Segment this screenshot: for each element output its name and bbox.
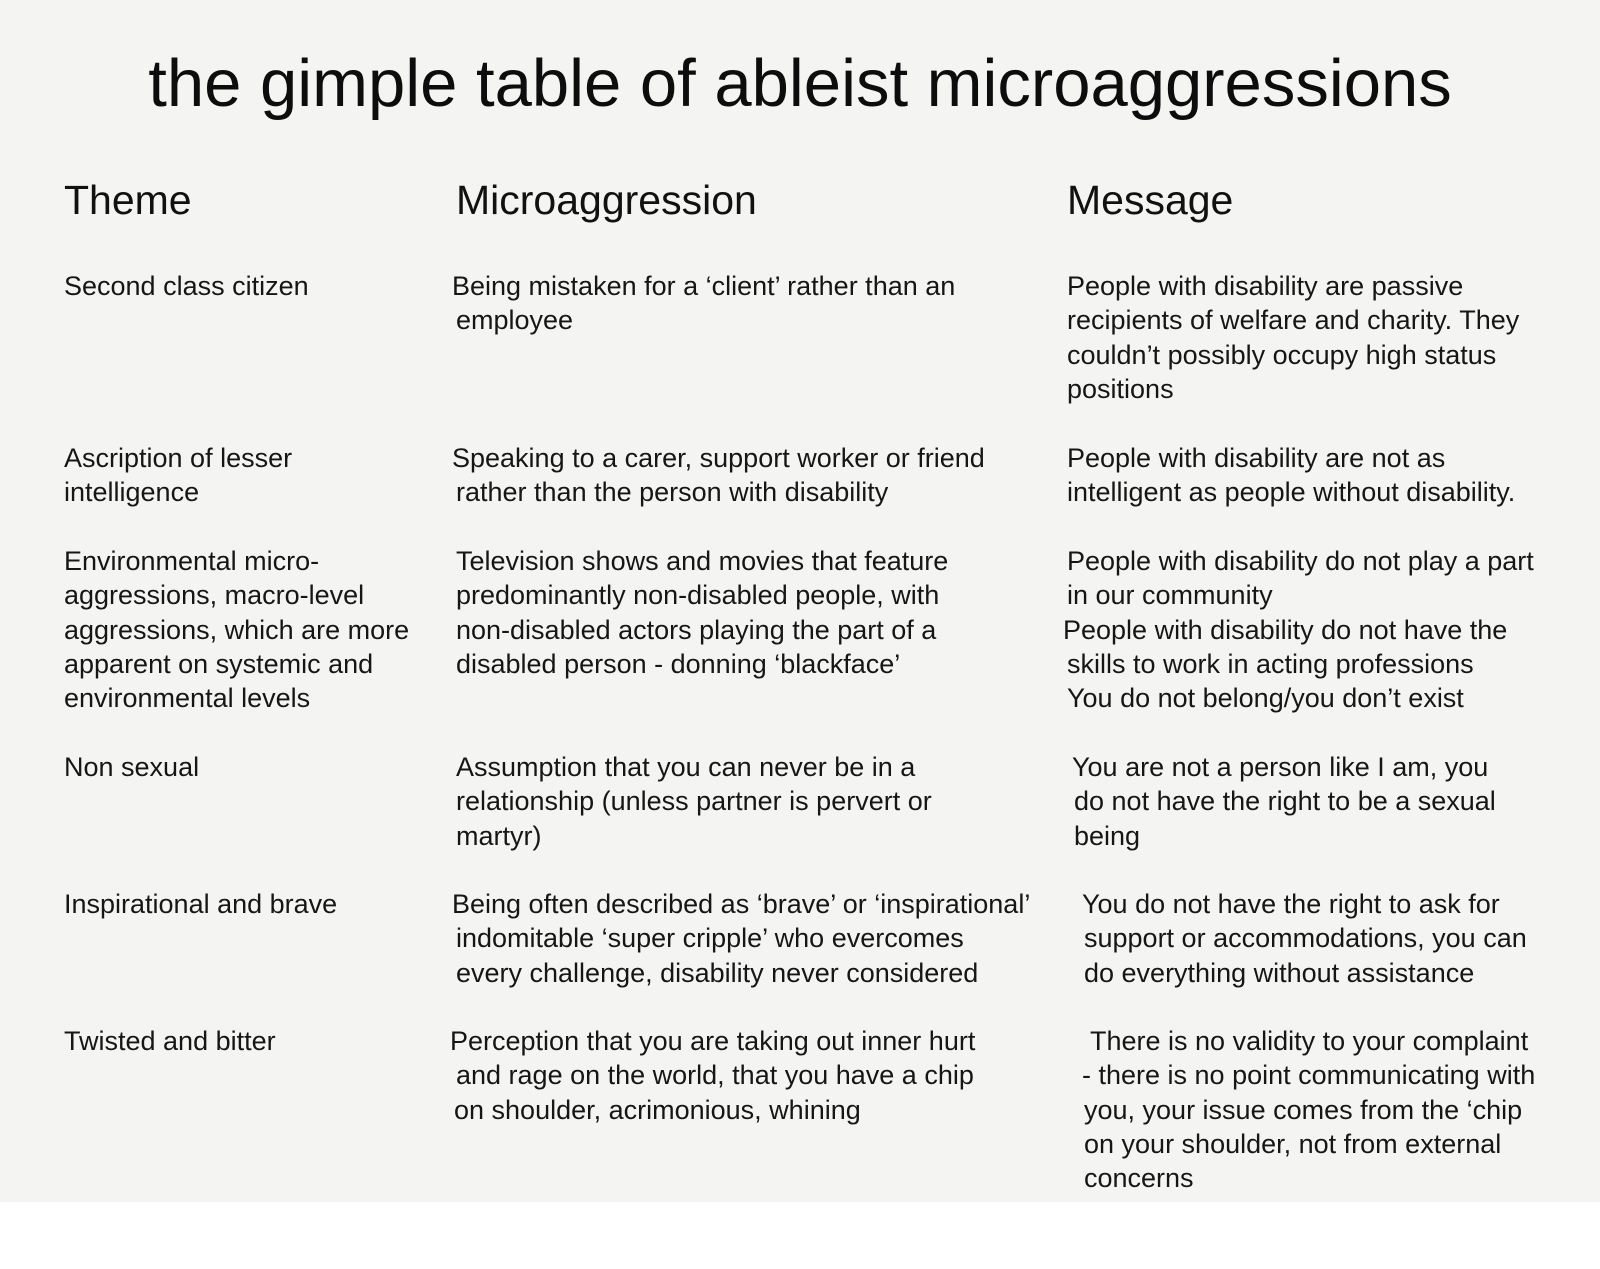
- row-6-message: [1067, 1024, 1535, 1195]
- row-4-microaggression-line: martyr): [456, 820, 542, 851]
- row-6-microaggression-line: Perception that you are taking out inner hurt: [450, 1026, 976, 1056]
- row-6-message-line: There is no validity to your complaint: [1090, 1026, 1529, 1056]
- row-1-message-line: positions: [1067, 373, 1174, 404]
- row-5-message-line: You do not have the right to ask for: [1082, 889, 1500, 919]
- row-2-microaggression-line: rather than the person with disability: [456, 477, 889, 508]
- page-title: the gimple table of ableist microaggressions: [148, 46, 1452, 121]
- row-5-microaggression-line: every challenge, disability never considered: [456, 957, 979, 988]
- row-1-microaggression: [452, 269, 956, 338]
- row-3-microaggression-line: non-disabled actors playing the part of a: [456, 614, 937, 645]
- row-6-message-line: you, your issue comes from the ‘chip: [1084, 1094, 1523, 1125]
- row-5-microaggression-line: Being often described as ‘brave’ or ‘inspirational’: [452, 889, 1031, 919]
- row-3-microaggression-line: Television shows and movies that feature: [456, 546, 949, 576]
- row-4-message: [1067, 750, 1496, 853]
- row-3-message-line: skills to work in acting professions: [1067, 648, 1474, 679]
- row-4-message-line: You are not a person like I am, you: [1072, 752, 1489, 782]
- row-5-message: [1067, 887, 1527, 990]
- row-5-message-line: support or accommodations, you can: [1084, 923, 1527, 954]
- row-6-microaggression-line: and rage on the world, that you have a chip: [456, 1060, 974, 1091]
- column-header-theme: Theme: [64, 177, 192, 223]
- row-3-theme-line: environmental levels: [64, 683, 311, 714]
- row-1-message-line: couldn’t possibly occupy high status: [1067, 339, 1497, 370]
- row-6-microaggression-line: on shoulder, acrimonious, whining: [454, 1094, 861, 1125]
- row-2-theme: [64, 441, 292, 510]
- row-3-theme-line: apparent on systemic and: [64, 648, 374, 679]
- row-3-message-line: You do not belong/you don’t exist: [1067, 683, 1464, 714]
- row-3-message-line: People with disability do not have the: [1063, 614, 1508, 645]
- row-1-theme-line: Second class citizen: [64, 271, 309, 301]
- row-1-message-line: People with disability are passive: [1067, 271, 1464, 301]
- row-1-microaggression-line: employee: [456, 305, 574, 336]
- row-3-microaggression-line: predominantly non-disabled people, with: [456, 580, 940, 611]
- row-5-theme: [64, 887, 337, 921]
- row-3-message-line: People with disability do not play a part: [1067, 546, 1534, 576]
- row-3-theme-line: aggressions, which are more: [64, 614, 410, 645]
- row-6-message-line: on your shoulder, not from external: [1084, 1128, 1502, 1159]
- row-6-theme: [64, 1024, 276, 1058]
- row-4-microaggression-line: relationship (unless partner is pervert or: [456, 786, 932, 817]
- column-header-microaggression: Microaggression: [456, 177, 757, 223]
- row-2-microaggression: [452, 441, 985, 510]
- row-2-message-line: People with disability are not as: [1067, 443, 1446, 473]
- row-1-microaggression-line: Being mistaken for a ‘client’ rather than an: [452, 271, 956, 301]
- row-3-theme: [64, 544, 409, 715]
- row-6-message-line: - there is no point communicating with: [1082, 1060, 1536, 1091]
- row-1-message-line: recipients of welfare and charity. They: [1067, 305, 1520, 336]
- row-4-theme: [64, 750, 199, 784]
- row-4-message-line: being: [1074, 820, 1141, 851]
- row-3-message-line: in our community: [1067, 580, 1273, 611]
- row-6-message-line: concerns: [1084, 1163, 1194, 1194]
- row-5-microaggression-line: indomitable ‘super cripple’ who evercomes: [456, 923, 964, 954]
- row-4-microaggression-line: Assumption that you can never be in a: [456, 752, 916, 782]
- row-2-microaggression-line: Speaking to a carer, support worker or friend: [452, 443, 985, 473]
- row-2-message-line: intelligent as people without disability.: [1067, 477, 1516, 508]
- row-3-microaggression-line: disabled person - donning ‘blackface’: [456, 648, 901, 679]
- column-header-message: Message: [1067, 177, 1234, 223]
- row-6-theme-line: Twisted and bitter: [64, 1026, 276, 1056]
- row-6-microaggression: [450, 1024, 976, 1127]
- row-3-microaggression: [456, 544, 948, 681]
- row-3-theme-line: aggressions, macro-level: [64, 580, 365, 611]
- row-3-theme-line: Environmental micro-: [64, 546, 320, 576]
- row-4-microaggression: [456, 750, 932, 853]
- row-1-theme: [64, 269, 309, 303]
- row-5-microaggression: [452, 887, 1031, 990]
- row-3-message: [1063, 544, 1534, 715]
- row-5-message-line: do everything without assistance: [1084, 957, 1475, 988]
- row-4-message-line: do not have the right to be a sexual: [1074, 786, 1496, 817]
- row-2-theme-line: Ascription of lesser: [64, 443, 293, 473]
- row-1-message: [1067, 269, 1519, 406]
- row-2-message: [1067, 441, 1515, 510]
- row-2-theme-line: intelligence: [64, 477, 200, 508]
- row-4-theme-line: Non sexual: [64, 752, 200, 782]
- row-5-theme-line: Inspirational and brave: [64, 889, 338, 919]
